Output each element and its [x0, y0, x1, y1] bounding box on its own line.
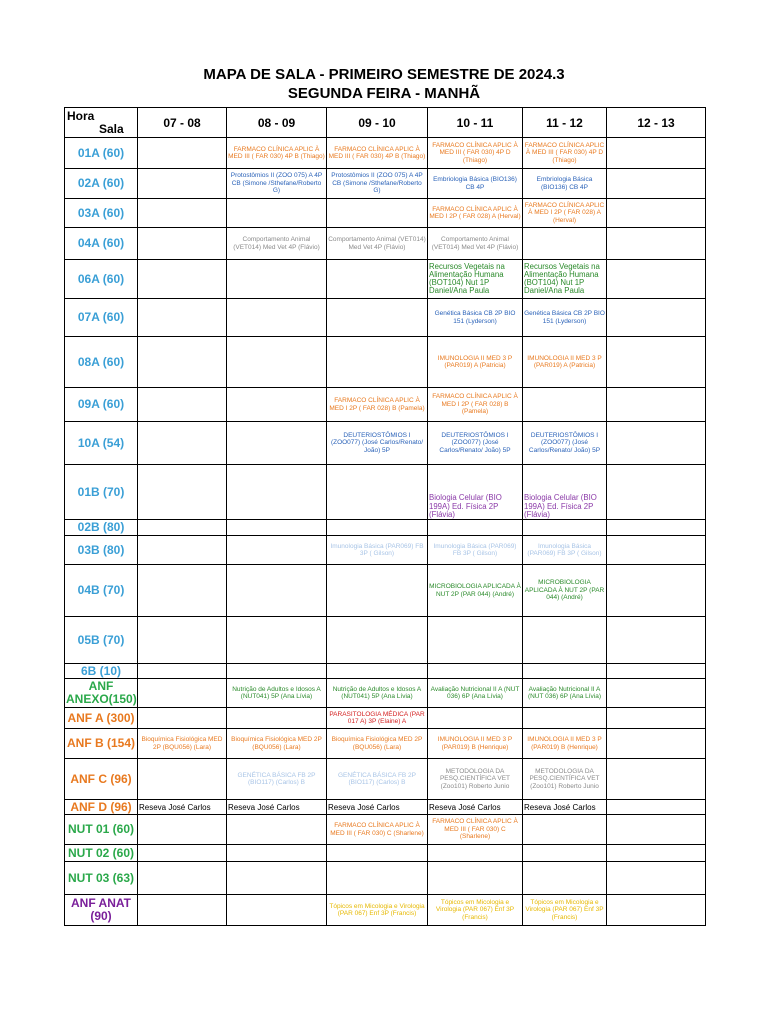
- page-subtitle: SEGUNDA FEIRA - MANHÃ: [287, 85, 481, 102]
- schedule-cell: [428, 664, 523, 679]
- schedule-cell: [607, 679, 706, 708]
- schedule-cell: [607, 138, 706, 169]
- schedule-cell: DEUTERIOSTÔMIOS I (ZOO077) (José Carlos/Renato/ João) 5P: [523, 422, 607, 465]
- schedule-cell: Tópicos em Micologia e Virologia (PAR 067) Enf 3P (Francis): [523, 895, 607, 926]
- schedule-cell: Biologia Celular (BIO 199A) Ed. Física 2P (Flávia): [523, 465, 607, 520]
- schedule-cell: [227, 536, 327, 565]
- schedule-cell: [138, 337, 227, 388]
- schedule-cell: [428, 845, 523, 862]
- schedule-cell: [327, 565, 428, 617]
- schedule-cell: [327, 845, 428, 862]
- schedule-cell: FARMACO CLÍNICA APLIC À MED III ( FAR 030) C (Sharlene): [428, 815, 523, 845]
- room-label: 10A (54): [65, 422, 138, 465]
- time-header: 09 - 10: [327, 108, 428, 138]
- schedule-cell: MICROBIOLOGIA APLICADA À NUT 2P (PAR 044) (André): [428, 565, 523, 617]
- schedule-cell: [523, 845, 607, 862]
- schedule-cell: IMUNOLOGIA II MED 3 P (PAR019) A (Patricia): [428, 337, 523, 388]
- schedule-cell: FARMACO CLÍNICA APLIC À MED I 2P ( FAR 028) B (Pamela): [428, 388, 523, 422]
- time-header: 10 - 11: [428, 108, 523, 138]
- room-label: ANF B (154): [65, 729, 138, 759]
- schedule-cell: [523, 815, 607, 845]
- room-label: 06A (60): [65, 260, 138, 299]
- schedule-cell: [607, 199, 706, 228]
- room-label: ANF ANAT (90): [65, 895, 138, 926]
- schedule-cell: Protostômios II (ZOO 075) A 4P CB (Simone /Sthefane/Roberto G): [327, 169, 428, 199]
- schedule-cell: [227, 565, 327, 617]
- room-label: 01A (60): [65, 138, 138, 169]
- table-row: [65, 337, 706, 388]
- schedule-cell: Imunologia Básica (PAR069) FB 3P ( Gilson): [523, 536, 607, 565]
- schedule-cell: [327, 520, 428, 536]
- schedule-cell: [138, 759, 227, 800]
- schedule-cell: [227, 260, 327, 299]
- schedule-cell: Avaliação Nutricional II A (NUT 036) 6P (Ana Lívia): [523, 679, 607, 708]
- schedule-cell: [227, 465, 327, 520]
- schedule-cell: [607, 862, 706, 895]
- schedule-cell: [227, 708, 327, 729]
- schedule-cell: [138, 536, 227, 565]
- room-label: 09A (60): [65, 388, 138, 422]
- schedule-cell: [607, 536, 706, 565]
- schedule-cell: [227, 862, 327, 895]
- schedule-cell: [138, 815, 227, 845]
- room-label: 02A (60): [65, 169, 138, 199]
- schedule-cell: [138, 617, 227, 664]
- schedule-cell: [327, 337, 428, 388]
- schedule-cell: [138, 708, 227, 729]
- schedule-cell: [227, 845, 327, 862]
- schedule-cell: Bioquímica Fisiológica MED 2P (BQU056) (Lara): [138, 729, 227, 759]
- sala-label: Sala: [99, 121, 124, 136]
- schedule-cell: DEUTERIOSTÔMIOS I (ZOO077) (José Carlos/Renato/ João) 5P: [428, 422, 523, 465]
- schedule-cell: [607, 228, 706, 260]
- time-header: 07 - 08: [138, 108, 227, 138]
- schedule-cell: [227, 388, 327, 422]
- schedule-cell: [607, 845, 706, 862]
- schedule-cell: [523, 862, 607, 895]
- schedule-cell: Nutrição de Adultos e Idosos A (NUT041) 5P (Ana Lívia): [227, 679, 327, 708]
- schedule-cell: Protostômios II (ZOO 075) A 4P CB (Simone /Sthefane/Roberto G): [227, 169, 327, 199]
- room-label: NUT 03 (63): [65, 862, 138, 895]
- table-row: [65, 536, 706, 565]
- room-label: 6B (10): [65, 664, 138, 679]
- schedule-cell: Genética Básica CB 2P BIO 151 (Lyderson): [428, 299, 523, 337]
- schedule-cell: MICROBIOLOGIA APLICADA À NUT 2P (PAR 044) (André): [523, 565, 607, 617]
- schedule-cell: [428, 520, 523, 536]
- time-header: 12 - 13: [607, 108, 706, 138]
- schedule-cell: [428, 617, 523, 664]
- schedule-cell: [138, 199, 227, 228]
- room-label: 05B (70): [65, 617, 138, 664]
- schedule-cell: [227, 337, 327, 388]
- table-row: [65, 845, 706, 862]
- schedule-cell: [607, 708, 706, 729]
- schedule-cell: Reseva José Carlos: [138, 800, 227, 815]
- table-row: [65, 679, 706, 708]
- schedule-cell: [138, 299, 227, 337]
- schedule-cell: [327, 199, 428, 228]
- schedule-cell: [227, 199, 327, 228]
- schedule-cell: FARMACO CLÍNICA APLIC À MED III ( FAR 030) 4P B (Thiago): [227, 138, 327, 169]
- schedule-cell: Bioquímica Fisiológica MED 2P (BQU056) (Lara): [327, 729, 428, 759]
- table-row: [65, 388, 706, 422]
- schedule-cell: METODOLOGIA DA PESQ.CIENTÍFICA VET (Zoo101) Roberto Junio: [523, 759, 607, 800]
- table-row: [65, 895, 706, 926]
- room-label: 07A (60): [65, 299, 138, 337]
- schedule-cell: FARMACO CLÍNICA APLIC À MED III ( FAR 030) 4P D (Thiago): [523, 138, 607, 169]
- table-row: [65, 565, 706, 617]
- room-label: NUT 01 (60): [65, 815, 138, 845]
- schedule-cell: [607, 800, 706, 815]
- table-row: [65, 228, 706, 260]
- schedule-cell: FARMACO CLÍNICA APLIC À MED III ( FAR 030) C (Sharlene): [327, 815, 428, 845]
- table-row: [65, 729, 706, 759]
- schedule-cell: DEUTERIOSTÔMIOS I (ZOO077) (José Carlos/Renato/ João) 5P: [327, 422, 428, 465]
- schedule-cell: [138, 845, 227, 862]
- schedule-cell: [227, 520, 327, 536]
- schedule-cell: Bioquímica Fisiológica MED 2P (BQU056) (Lara): [227, 729, 327, 759]
- time-header: 08 - 09: [227, 108, 327, 138]
- schedule-cell: [607, 895, 706, 926]
- schedule-cell: Reseva José Carlos: [428, 800, 523, 815]
- table-row: [65, 664, 706, 679]
- room-label: 03B (80): [65, 536, 138, 565]
- schedule-cell: Recursos Vegetais na Alimentação Humana (BOT104) Nut 1P Daniel/Ana Paula: [428, 260, 523, 299]
- schedule-cell: [607, 520, 706, 536]
- schedule-cell: [428, 862, 523, 895]
- schedule-cell: [607, 169, 706, 199]
- schedule-cell: [138, 520, 227, 536]
- schedule-cell: Reseva José Carlos: [523, 800, 607, 815]
- schedule-body: [65, 138, 706, 926]
- schedule-cell: IMUNOLOGIA II MED 3 P (PAR019) A (Patricia): [523, 337, 607, 388]
- table-row: [65, 520, 706, 536]
- schedule-cell: [138, 422, 227, 465]
- schedule-cell: [138, 465, 227, 520]
- schedule-cell: [138, 862, 227, 895]
- table-row: [65, 800, 706, 815]
- schedule-cell: [138, 895, 227, 926]
- schedule-cell: [327, 299, 428, 337]
- room-label: ANF C (96): [65, 759, 138, 800]
- schedule-cell: [428, 708, 523, 729]
- table-row: [65, 465, 706, 520]
- schedule-cell: Embriologia Básica (BIO136) CB 4P: [523, 169, 607, 199]
- schedule-cell: [227, 815, 327, 845]
- schedule-cell: [227, 299, 327, 337]
- schedule-cell: GENÉTICA BÁSICA FB 2P (BIO117) (Carlos) B: [227, 759, 327, 800]
- page-title: MAPA DE SALA - PRIMEIRO SEMESTRE DE 2024.3: [203, 66, 565, 83]
- schedule-cell: FARMACO CLÍNICA APLIC À MED I 2P ( FAR 028) A (Herval): [428, 199, 523, 228]
- table-row: [65, 815, 706, 845]
- schedule-cell: FARMACO CLÍNICA APLIC À MED I 2P ( FAR 028) B (Pamela): [327, 388, 428, 422]
- room-label: 02B (80): [65, 520, 138, 536]
- schedule-cell: FARMACO CLÍNICA APLIC À MED III ( FAR 030) 4P D (Thiago): [428, 138, 523, 169]
- hora-label: Hora: [67, 108, 95, 123]
- table-row: [65, 617, 706, 664]
- schedule-cell: Reseva José Carlos: [327, 800, 428, 815]
- schedule-cell: [227, 664, 327, 679]
- schedule-cell: [523, 228, 607, 260]
- room-label: NUT 02 (60): [65, 845, 138, 862]
- schedule-cell: [607, 759, 706, 800]
- schedule-cell: [607, 388, 706, 422]
- table-row: [65, 862, 706, 895]
- schedule-cell: FARMACO CLÍNICA APLIC À MED I 2P ( FAR 028) A (Herval): [523, 199, 607, 228]
- schedule-cell: Comportamento Animal (VET014) Med Vet 4P (Flávio): [227, 228, 327, 260]
- corner-cell: [65, 108, 138, 138]
- schedule-cell: FARMACO CLÍNICA APLIC À MED III ( FAR 030) 4P B (Thiago): [327, 138, 428, 169]
- table-row: [65, 260, 706, 299]
- schedule-cell: [327, 862, 428, 895]
- schedule-cell: Reseva José Carlos: [227, 800, 327, 815]
- schedule-cell: [327, 617, 428, 664]
- schedule-cell: Embriologia Básica (BIO136) CB 4P: [428, 169, 523, 199]
- schedule-cell: [607, 337, 706, 388]
- schedule-cell: [327, 260, 428, 299]
- time-header: 11 - 12: [523, 108, 607, 138]
- schedule-cell: PARASITOLOGIA MÉDICA (PAR 017 A) 3P (Elaine) A: [327, 708, 428, 729]
- table-row: [65, 169, 706, 199]
- schedule-cell: [607, 260, 706, 299]
- schedule-cell: [607, 422, 706, 465]
- schedule-cell: IMUNOLOGIA II MED 3 P (PAR019) B (Henrique): [523, 729, 607, 759]
- schedule-cell: [138, 388, 227, 422]
- schedule-cell: Tópicos em Micologia e Virologia (PAR 067) Enf 3P (Francis): [327, 895, 428, 926]
- table-row: [65, 299, 706, 337]
- schedule-cell: [607, 729, 706, 759]
- schedule-table: [64, 107, 706, 926]
- table-row: [65, 199, 706, 228]
- table-row: [65, 759, 706, 800]
- schedule-cell: GENÉTICA BÁSICA FB 2P (BIO117) (Carlos) B: [327, 759, 428, 800]
- schedule-cell: [607, 299, 706, 337]
- schedule-cell: [227, 895, 327, 926]
- room-label: ANF A (300): [65, 708, 138, 729]
- schedule-cell: Avaliação Nutricional II A (NUT 036) 6P (Ana Lívia): [428, 679, 523, 708]
- schedule-cell: [138, 169, 227, 199]
- schedule-cell: [607, 617, 706, 664]
- room-label: ANF ANEXO(150): [66, 679, 137, 706]
- schedule-cell: [327, 465, 428, 520]
- schedule-cell: [138, 679, 227, 708]
- schedule-cell: [523, 708, 607, 729]
- schedule-cell: [138, 138, 227, 169]
- schedule-cell: IMUNOLOGIA II MED 3 P (PAR019) B (Henrique): [428, 729, 523, 759]
- schedule-cell: [523, 617, 607, 664]
- schedule-cell: Biologia Celular (BIO 199A) Ed. Física 2P (Flávia): [428, 465, 523, 520]
- room-label: ANF D (96): [65, 800, 138, 815]
- schedule-cell: Imunologia Básica (PAR069) FB 3P ( Gilson): [428, 536, 523, 565]
- schedule-cell: [327, 664, 428, 679]
- schedule-cell: [523, 520, 607, 536]
- header-row: [65, 108, 706, 138]
- schedule-cell: Recursos Vegetais na Alimentação Humana (BOT104) Nut 1P Daniel/Ana Paula: [523, 260, 607, 299]
- table-row: [65, 422, 706, 465]
- room-label: 01B (70): [65, 465, 138, 520]
- schedule-cell: [523, 664, 607, 679]
- room-label: 04A (60): [65, 228, 138, 260]
- table-row: [65, 708, 706, 729]
- schedule-cell: [607, 664, 706, 679]
- room-label: 08A (60): [65, 337, 138, 388]
- schedule-cell: [607, 465, 706, 520]
- room-label: 03A (60): [65, 199, 138, 228]
- schedule-cell: [227, 617, 327, 664]
- schedule-cell: [227, 422, 327, 465]
- table-row: [65, 138, 706, 169]
- schedule-cell: [138, 565, 227, 617]
- schedule-cell: [607, 565, 706, 617]
- schedule-cell: [138, 228, 227, 260]
- schedule-cell: [607, 815, 706, 845]
- room-label: 04B (70): [65, 565, 138, 617]
- schedule-cell: Comportamento Animal (VET014) Med Vet 4P (Flávio): [428, 228, 523, 260]
- schedule-cell: Genética Básica CB 2P BIO 151 (Lyderson): [523, 299, 607, 337]
- schedule-cell: [523, 388, 607, 422]
- schedule-cell: Imunologia Básica (PAR069) FB 3P ( Gilson): [327, 536, 428, 565]
- schedule-cell: Tópicos em Micologia e Virologia (PAR 067) Enf 3P (Francis): [428, 895, 523, 926]
- schedule-cell: [138, 260, 227, 299]
- schedule-cell: [138, 664, 227, 679]
- schedule-cell: Nutrição de Adultos e Idosos A (NUT041) 5P (Ana Lívia): [327, 679, 428, 708]
- schedule-cell: Comportamento Animal (VET014) Med Vet 4P (Flávio): [327, 228, 428, 260]
- schedule-cell: METODOLOGIA DA PESQ.CIENTÍFICA VET (Zoo101) Roberto Junio: [428, 759, 523, 800]
